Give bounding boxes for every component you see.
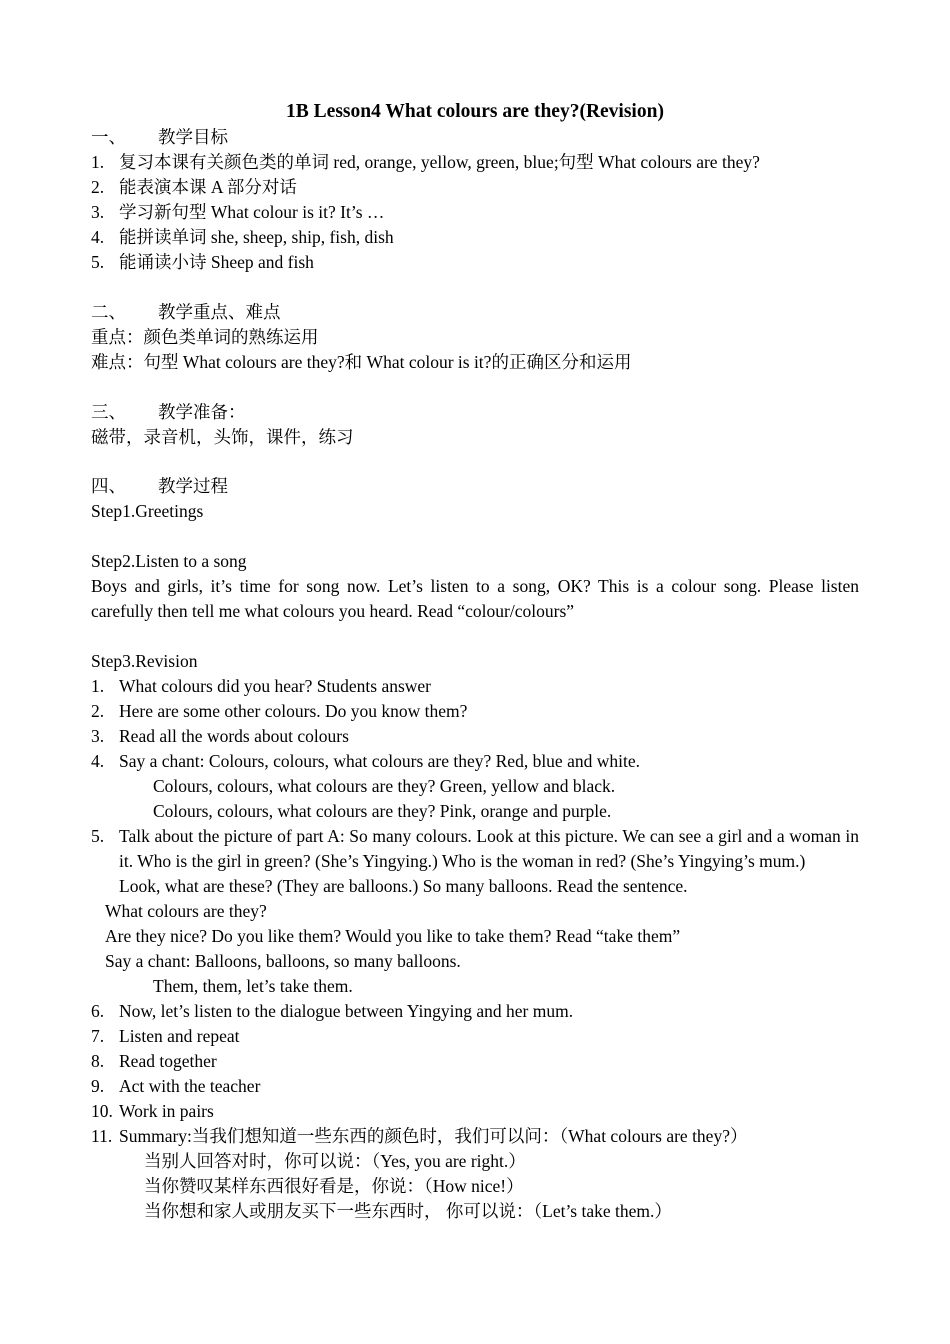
list-item: 7. Listen and repeat: [91, 1025, 240, 1046]
difficult-point: 难点：句型 What colours are they?和 What colour is it?的正确区分和运用: [91, 351, 632, 372]
item5-line: Look, what are these? (They are balloons.) So many balloons. Read the sentence.: [119, 875, 688, 896]
list-item: 2. Here are some other colours. Do you know them?: [91, 700, 468, 721]
list-item: 10. Work in pairs: [91, 1100, 214, 1121]
key-point: 重点：颜色类单词的熟练运用: [91, 326, 319, 347]
item5-line: Are they nice? Do you like them? Would you like to take them? Read “take them”: [105, 925, 681, 946]
summary-line: 当别人回答对时，你可以说：（Yes, you are right.）: [144, 1150, 526, 1171]
document-title: 1B Lesson4 What colours are they?(Revision): [286, 101, 664, 122]
list-item: 3. Read all the words about colours: [91, 725, 349, 746]
chant-line: Them, them, let’s take them.: [153, 975, 353, 996]
section-heading-preparation: 三、 教学准备：: [91, 401, 246, 422]
list-item: 6. Now, let’s listen to the dialogue between Yingying and her mum.: [91, 1000, 574, 1021]
item5-line: What colours are they?: [105, 900, 267, 921]
chant-line: Colours, colours, what colours are they? Green, yellow and black.: [153, 775, 616, 796]
list-item: 4. Say a chant: Colours, colours, what colours are they? Red, blue and white.: [91, 750, 640, 771]
step3-title: Step3.Revision: [91, 650, 198, 671]
list-item: 5. Talk about the picture of part A: So many colours. Look at this picture. We can see a girl and a woman in it. Who is the girl in green? (She’s Yingying.) Who is the woman in red? (She’s Yingying’s mum.): [91, 825, 859, 871]
list-item: 11. Summary:当我们想知道一些东西的颜色时，我们可以问：（What colours are they?）: [91, 1125, 748, 1146]
materials: 磁带，录音机，头饰，课件，练习: [91, 426, 354, 447]
step2-text: Boys and girls, it’s time for song now. Let’s listen to a song, OK? This is a colour song. Please listen carefully then tell me what colours you heard. Read “colour/colours”: [91, 576, 859, 622]
step2-title: Step2.Listen to a song: [91, 551, 247, 572]
list-item: 4. 能拼读单词 she, sheep, ship, fish, dish: [91, 227, 394, 247]
section-heading-process: 四、 教学过程: [91, 476, 228, 497]
step1-title: Step1.Greetings: [91, 501, 204, 522]
section-heading-goals: 一、 教学目标: [91, 127, 228, 147]
list-item: 3. 学习新句型 What colour is it? It’s …: [91, 202, 385, 222]
chant-line: Colours, colours, what colours are they? Pink, orange and purple.: [153, 800, 612, 821]
list-item: 2. 能表演本课 A 部分对话: [91, 177, 297, 197]
list-item: 9. Act with the teacher: [91, 1075, 261, 1096]
section-heading-key-points: 二、 教学重点、难点: [91, 301, 281, 322]
list-item: 1. 复习本课有关颜色类的单词 red, orange, yellow, green, blue;句型 What colours are they?: [91, 152, 760, 172]
list-item: 8. Read together: [91, 1050, 217, 1071]
document-page: [91, 98, 859, 1224]
list-item: 1. What colours did you hear? Students answer: [91, 675, 432, 696]
summary-line: 当你想和家人或朋友买下一些东西时， 你可以说：（Let’s take them.）: [144, 1200, 672, 1221]
list-item: 5. 能诵读小诗 Sheep and fish: [91, 252, 314, 272]
item5-line: Say a chant: Balloons, balloons, so many balloons.: [105, 950, 461, 971]
summary-line: 当你赞叹某样东西很好看是，你说：（How nice!）: [144, 1175, 524, 1196]
